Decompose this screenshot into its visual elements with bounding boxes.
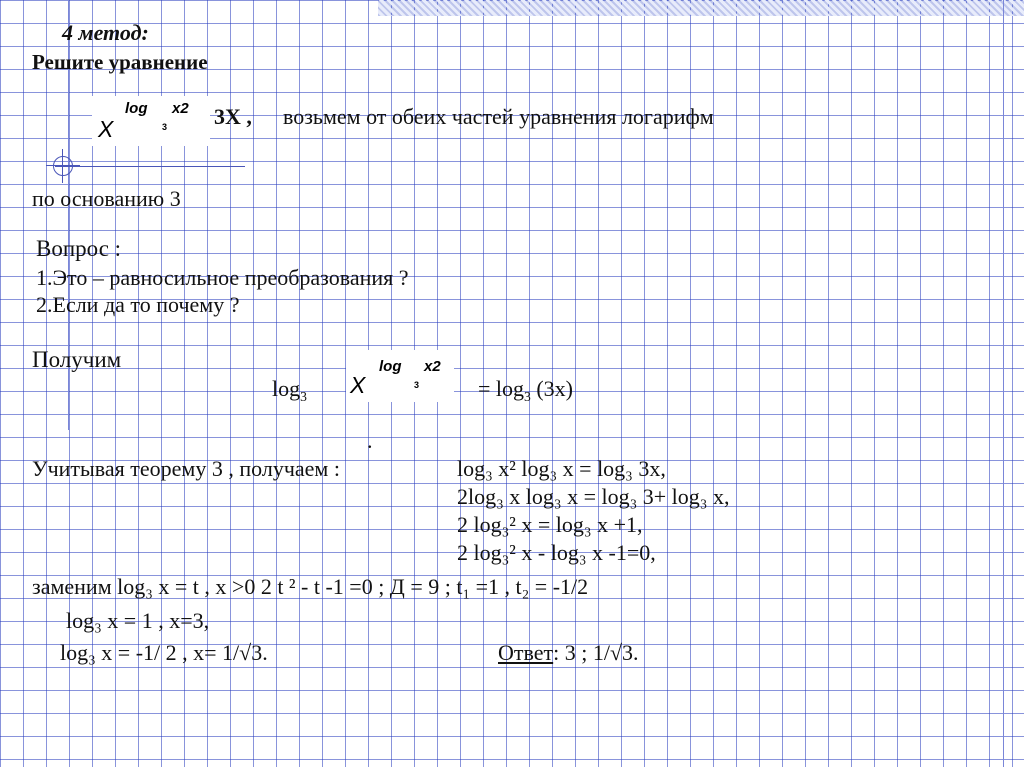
underline <box>55 166 245 167</box>
theorem-line-3: 2 log₃² x = log₃ x +1, <box>457 512 643 537</box>
result-rhs-base: 3 <box>524 388 531 404</box>
formula-image-1 <box>92 96 210 146</box>
substitution-text: заменим log₃ x = t , x >0 2 t ² - t -1 =0 ; Д = 9 ; t₁ =1 , t₂ = -1/2 <box>32 574 589 599</box>
formula-x-squared: x2 <box>424 358 441 375</box>
equation-rhs: 3X , <box>214 104 252 129</box>
formula-x-squared: x2 <box>172 100 189 117</box>
formula-log: log <box>379 358 402 375</box>
question-item-2: 2.Если да то почему ? <box>36 292 240 317</box>
margin-line-right <box>1003 0 1004 767</box>
result-log-word: log <box>272 376 301 401</box>
substitution-case-2: log₃ x = -1/ 2 , x= 1/√3. <box>60 640 268 665</box>
method-label: 4 метод: <box>62 20 149 45</box>
question-item-1: 1.Это – равносильное преобразования ? <box>36 265 409 290</box>
result-rhs-arg: (3x) <box>530 376 573 401</box>
theorem-line-2: 2log₃ x log₃ x = log₃ 3+ log₃ x, <box>457 484 730 509</box>
formula-log: log <box>125 100 148 117</box>
crosshair-circle-mark <box>53 156 73 176</box>
result-dot: . <box>367 428 373 453</box>
substitution-case-1: log₃ x = 1 , x=3, <box>66 608 210 633</box>
answer-value: : 3 ; 1/√3. <box>553 640 639 665</box>
result-log <box>272 376 307 402</box>
answer-label: Ответ <box>498 640 554 665</box>
result-rhs-eq: = log <box>478 376 525 401</box>
result-label: Получим <box>32 347 122 372</box>
question-title: Вопрос : <box>36 236 122 261</box>
equation-description: возьмем от обеих частей уравнения логарифм <box>283 104 714 129</box>
theorem-label: Учитывая теорему 3 , получаем : <box>32 456 340 481</box>
hatched-header-strip <box>378 0 1024 16</box>
instruction-text: Решите уравнение <box>32 50 208 74</box>
formula-log-base: 3 <box>162 122 168 132</box>
formula-log-base: 3 <box>414 380 420 390</box>
formula-base: X <box>350 372 366 398</box>
result-rhs <box>478 376 573 402</box>
result-log-base: 3 <box>300 388 307 404</box>
theorem-line-4: 2 log₃² x - log₃ x -1=0, <box>457 540 656 565</box>
equation-continuation: по основанию 3 <box>32 186 181 211</box>
answer <box>498 640 639 666</box>
formula-image-2 <box>346 350 454 402</box>
theorem-line-1: log₃ x² log₃ x = log₃ 3x, <box>457 456 666 481</box>
formula-base: X <box>98 116 114 142</box>
